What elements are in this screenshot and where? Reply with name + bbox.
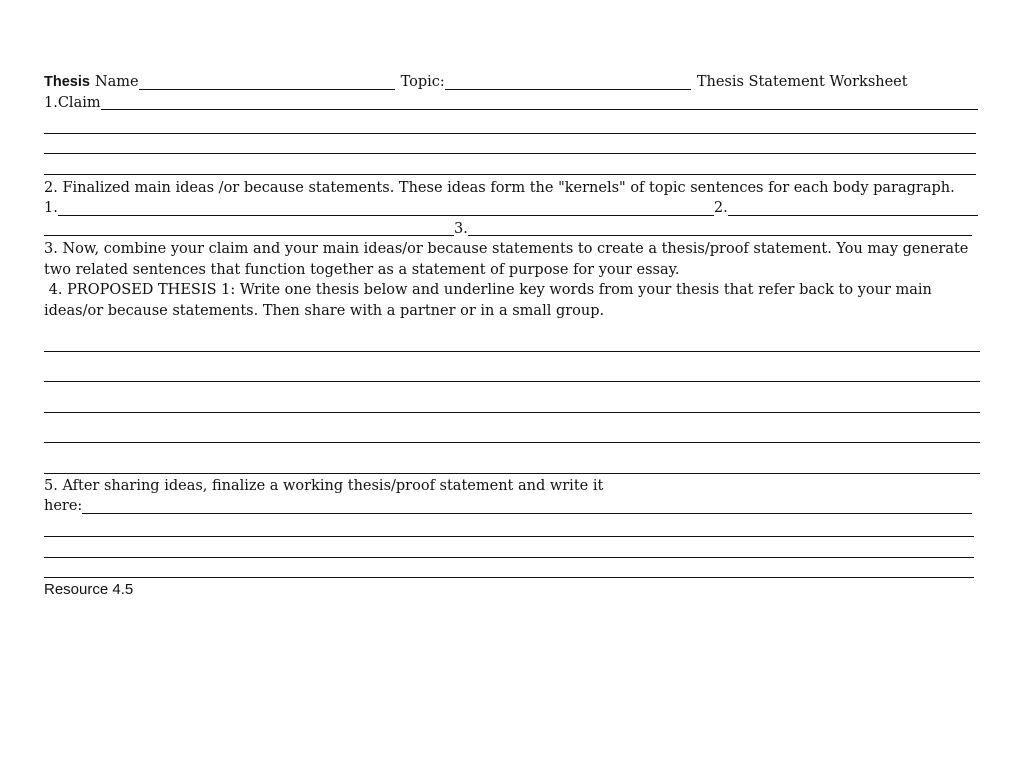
worksheet-title: Thesis Statement Worksheet bbox=[696, 74, 908, 90]
claim-line-2[interactable] bbox=[44, 113, 976, 134]
main-idea-2-label: 2. bbox=[713, 200, 728, 216]
thesis-line-1[interactable] bbox=[44, 321, 980, 352]
thesis-title-word: Thesis bbox=[44, 74, 90, 90]
claim-blank[interactable] bbox=[101, 94, 978, 110]
name-label: Name bbox=[94, 74, 139, 90]
thesis-line-5[interactable] bbox=[44, 443, 980, 474]
combine-instructions: 3. Now, combine your claim and your main ideas/or because statements to create a thesis/proof statement. You may generate two related sentences that function together as a statement of purpose for your essay. bbox=[44, 241, 969, 278]
header-row bbox=[44, 72, 980, 93]
claim-row bbox=[44, 93, 978, 114]
final-thesis-instructions: 5. After sharing ideas, finalize a working thesis/proof statement and write it bbox=[44, 477, 604, 494]
final-thesis-line-4[interactable] bbox=[44, 558, 974, 579]
main-ideas-instructions: 2. Finalized main ideas /or because statements. These ideas form the "kernels" of topic sentences for each body paragraph. bbox=[44, 179, 955, 196]
final-thesis-row bbox=[44, 496, 972, 517]
main-idea-1-label: 1. bbox=[44, 200, 58, 216]
worksheet bbox=[44, 72, 980, 601]
main-idea-1-blank[interactable] bbox=[58, 200, 714, 216]
final-thesis-line-3[interactable] bbox=[44, 537, 974, 558]
main-idea-3-label: 3. bbox=[454, 220, 468, 237]
here-label: here: bbox=[44, 498, 83, 514]
thesis-line-3[interactable] bbox=[44, 382, 980, 413]
main-idea-2-continued-blank[interactable] bbox=[44, 220, 454, 236]
main-idea-row-2 bbox=[44, 219, 972, 240]
thesis-line-2[interactable] bbox=[44, 352, 980, 383]
main-idea-2-blank[interactable] bbox=[728, 200, 978, 216]
claim-label: 1.Claim bbox=[44, 94, 101, 111]
topic-label: Topic: bbox=[400, 74, 445, 90]
thesis-line-4[interactable] bbox=[44, 413, 980, 444]
main-idea-3-blank[interactable] bbox=[468, 220, 972, 236]
final-thesis-line-2[interactable] bbox=[44, 517, 974, 538]
resource-label: Resource 4.5 bbox=[44, 581, 134, 598]
main-idea-row-1 bbox=[44, 198, 978, 219]
final-thesis-blank[interactable] bbox=[82, 498, 972, 514]
claim-line-3[interactable] bbox=[44, 134, 976, 155]
name-blank[interactable] bbox=[139, 74, 395, 90]
claim-line-4[interactable] bbox=[44, 154, 976, 175]
proposed-thesis-instructions: 4. PROPOSED THESIS 1: Write one thesis below and underline key words from your thesis that refer back to your main ideas/or because statements. Then share with a partner or in a small group. bbox=[44, 282, 937, 319]
topic-blank[interactable] bbox=[445, 74, 691, 90]
